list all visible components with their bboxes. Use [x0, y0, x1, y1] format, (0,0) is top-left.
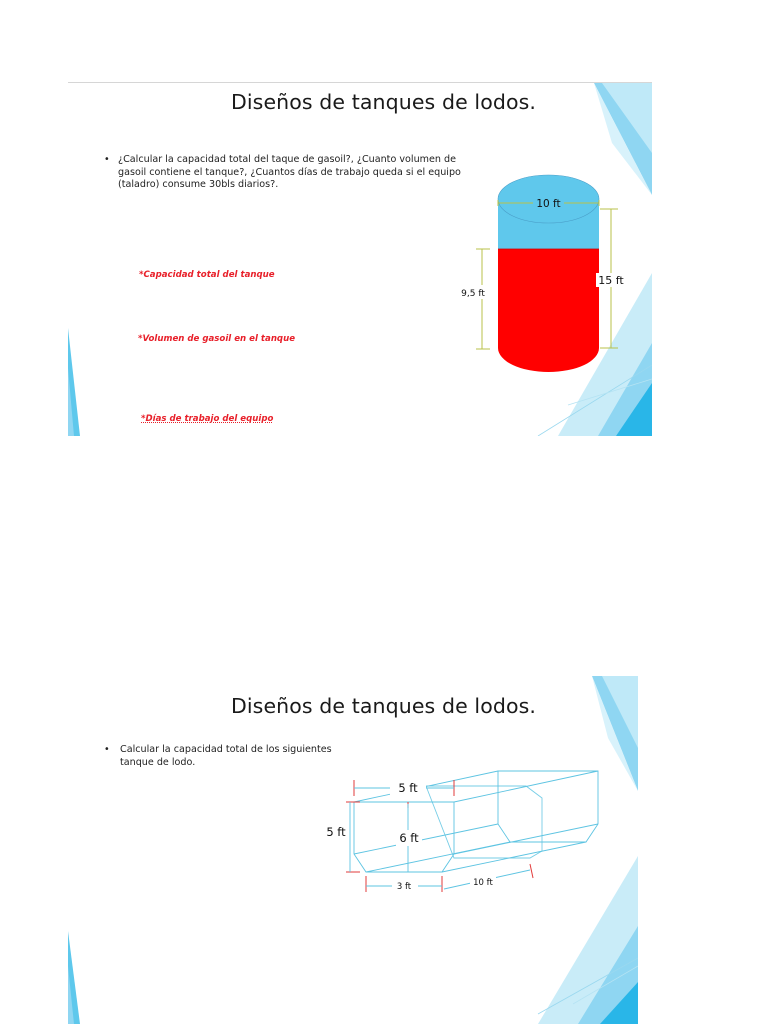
- slide-1-title: Diseños de tanques de lodos.: [231, 90, 536, 114]
- bullet-marker: •: [104, 744, 110, 755]
- bullet-line-1: Calcular la capacidad total de los siguientes: [120, 744, 332, 755]
- fluid-level-label: 9,5 ft: [461, 289, 485, 299]
- inner-height-label: 6 ft: [399, 831, 419, 845]
- bullet-line-2: gasoil contiene el tanque?, ¿Cuantos días de trabajo queda si el equipo: [118, 166, 461, 178]
- tank-fluid: [498, 249, 599, 372]
- bottom-width-label: 3 ft: [396, 882, 412, 892]
- volume-label: *Volumen de gasoil en el tanque: [138, 334, 296, 344]
- slide-1-bullet: [104, 154, 478, 192]
- slide-2-title: Diseños de tanques de lodos.: [231, 694, 536, 718]
- capacity-label: *Capacidad total del tanque: [139, 270, 275, 280]
- top-width-label: 5 ft: [398, 781, 418, 795]
- prism-tank-diagram: [308, 764, 608, 904]
- days-label: *Días de trabajo del equipo: [141, 414, 274, 424]
- bullet-line-2: tanque de lodo.: [120, 756, 196, 768]
- length-label: 10 ft: [473, 878, 493, 888]
- bullet-line-1: ¿Calcular la capacidad total del taque de gasoil?, ¿Cuanto volumen de: [118, 154, 457, 165]
- bullet-marker: •: [104, 154, 110, 165]
- bullet-line-3: (taladro) consume 30bls diarios?.: [118, 179, 279, 191]
- height-label: 15 ft: [598, 274, 624, 287]
- side-height-label: 5 ft: [326, 825, 346, 839]
- cylinder-tank-diagram: [448, 173, 648, 383]
- slide-2: [68, 676, 638, 1024]
- diameter-label: 10 ft: [536, 198, 561, 210]
- slide-1: [68, 82, 652, 436]
